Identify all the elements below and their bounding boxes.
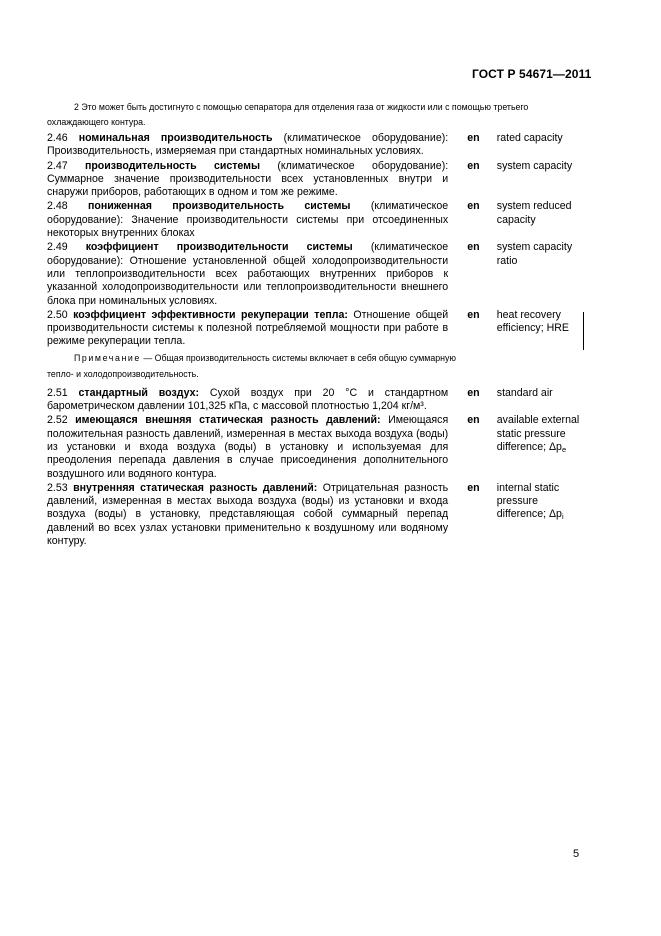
entry-term: внутренняя статическая разность давлений: <box>73 481 318 494</box>
term-entry-2-48 <box>47 200 587 240</box>
term-entry-2-49 <box>47 241 587 307</box>
entry-term: стандартный воздух: <box>78 386 200 399</box>
document-body <box>47 100 587 548</box>
entry-number: 2.46 <box>47 132 68 144</box>
entry-term: номинальная производительность <box>78 132 273 144</box>
english-term: standard air <box>496 386 553 399</box>
term-entry-2-51 <box>47 387 587 414</box>
english-term: system capacity ratio <box>496 241 573 267</box>
entry-number: 2.51 <box>47 386 68 399</box>
entry-term: имеющаяся внешняя статическая разность давлений: <box>75 414 381 427</box>
language-code: en <box>467 200 480 213</box>
entry-term: производительность системы <box>84 159 261 172</box>
entry-definition: Имеющаяся положительная разность давлений, измеренная в местах выхода воздуха (воды) из установки и входа воздуха (воды) в установку и используемая для преодоления перепада давления в случае присоединения дополнительного воздушного или водяного контура. <box>47 414 449 480</box>
language-code: en <box>467 132 480 144</box>
language-code: en <box>467 386 480 399</box>
language-code: en <box>467 241 480 254</box>
english-term <box>497 414 587 456</box>
entry-definition: (климатическое оборудование): Производительность, измеряемая при стандартных номинальных условиях. <box>47 132 449 158</box>
term-entry-2-47 <box>47 160 587 200</box>
entry-term: коэффициент эффективности рекуперации тепла: <box>73 308 348 321</box>
note-2-50 <box>47 350 587 382</box>
top-note: 2 Это может быть достигнуто с помощью сепаратора для отделения газа от жидкости или с помощью третьего охлаждающего контура. <box>47 102 529 127</box>
language-code: en <box>467 159 480 172</box>
entry-definition: Сухой воздух при 20 °С и стандартном барометрическом давлении 101,325 кПа, с массовой плотностью 1,204 кг/м³. <box>47 386 449 413</box>
entry-term: коэффициент производительности системы <box>85 241 353 254</box>
term-entry-2-46 <box>47 132 587 159</box>
english-term: system capacity <box>496 159 573 172</box>
english-term <box>497 482 587 524</box>
page-number: 5 <box>573 848 580 860</box>
entry-number: 2.53 <box>47 481 68 494</box>
term-entry-2-52 <box>47 414 587 480</box>
entry-term: пониженная производительность системы <box>88 200 351 213</box>
note-label: Примечание <box>74 352 141 363</box>
note-text: — Общая производительность системы включает в себя общую суммарную тепло- и холодопроизводительность. <box>47 352 456 379</box>
english-term: rated capacity <box>496 132 563 144</box>
language-code: en <box>467 481 480 494</box>
entry-definition: (климатическое оборудование): Значение производительности системы при отсоединенных некоторых внутренних блоках <box>47 200 449 240</box>
document-code: ГОСТ Р 54671—2011 <box>472 67 592 81</box>
subscript: e <box>561 444 567 454</box>
subscript: i <box>561 512 564 522</box>
entry-number: 2.48 <box>47 200 68 213</box>
entry-definition: (климатическое оборудование): Суммарное значение производительности всех установленных внутри и снаружи приборов, работающих в одном и том же режиме. <box>47 159 449 199</box>
revision-bar <box>583 312 584 350</box>
english-term-text: internal static pressure difference; Δp <box>496 481 562 521</box>
english-term: system reduced capacity <box>496 200 572 226</box>
term-entry-2-53 <box>47 482 587 548</box>
language-code: en <box>467 414 480 427</box>
entry-definition: Отношение общей производительности системы к полезной потребляемой мощности при работе в режиме рекуперации тепла. <box>47 308 449 348</box>
english-term: heat recovery efficiency; HRE <box>496 308 569 335</box>
term-entry-2-50 <box>47 309 587 349</box>
entry-number: 2.50 <box>47 308 68 321</box>
entry-definition: Отрицательная разность давлений, измеренная в местах выхода воздуха (воды) из установки и входа воздуха (воды) в установку, представляющая собой суммарный перепад давлений во всех узлах установки применительно к воздушному или водяному контуру. <box>47 481 449 548</box>
english-term-text: available external static pressure difference; Δp <box>496 414 580 453</box>
entry-definition: (климатическое оборудование): Отношение установленной общей холодопроизводительности или теплопроизводительности всех работающих внутренних приборов к указанной холодопроизводительности или теплопроизводительности внешнего блока при номинальных условиях. <box>47 241 449 307</box>
entry-number: 2.49 <box>47 241 68 254</box>
language-code: en <box>467 308 480 321</box>
entry-number: 2.52 <box>47 414 68 427</box>
entry-number: 2.47 <box>47 159 68 172</box>
